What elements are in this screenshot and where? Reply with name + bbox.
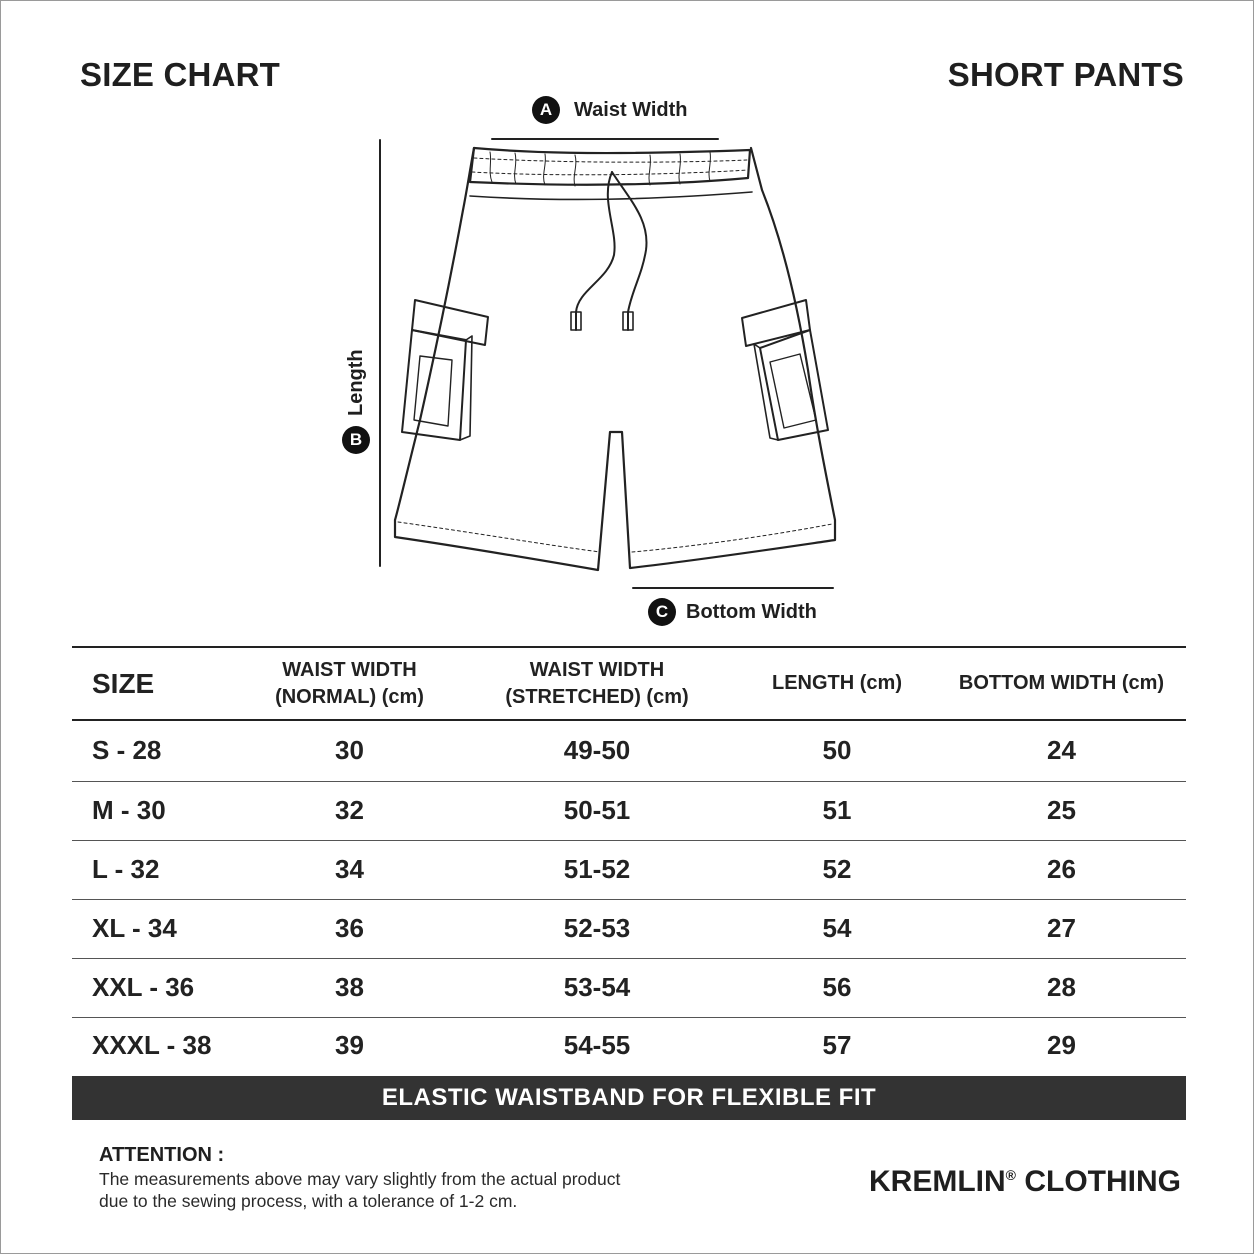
length-cell: 52 [822,854,852,884]
waist-width-label [532,96,688,124]
table-row [72,720,1186,781]
brand-name-suffix: CLOTHING [1016,1165,1181,1198]
length-cell: 57 [822,1029,852,1060]
header-length: LENGTH (cm) [772,672,902,694]
table-row [72,840,1186,899]
size-cell: XL - 34 [92,913,177,943]
right-pocket [760,330,828,440]
waist-stretched-cell: 49-50 [563,735,631,766]
waist-normal-cell: 38 [335,972,364,1002]
length-text: Length [344,349,367,416]
bottom-width-cell: 25 [1047,795,1076,825]
bottom-width-cell: 28 [1047,972,1076,1002]
left-pocket-flap [412,300,488,345]
product-type-title: SHORT PANTS [947,56,1184,93]
size-cell: L - 32 [92,854,160,884]
table-row [72,899,1186,958]
waist-normal-cell: 39 [335,1029,364,1060]
waist-normal-cell: 36 [335,913,364,943]
header-waist-stretched: WAIST WIDTH (STRETCHED) (cm) [505,658,689,708]
table-row [72,958,1186,1017]
waist-normal-cell: 34 [335,854,364,884]
table-row [72,781,1186,840]
size-chart-title: SIZE CHART [80,56,280,93]
bottom-width-text: Bottom Width [686,600,817,623]
length-cell: 51 [822,795,852,825]
waist-stretched-cell: 54-55 [563,1029,631,1060]
waist-normal-cell: 32 [335,795,364,825]
waist-normal-cell: 30 [335,735,364,766]
table-row [72,1017,1186,1073]
bottom-width-cell: 24 [1047,735,1076,766]
length-cell: 56 [822,972,852,1002]
badge-c: C [648,598,676,626]
waist-stretched-cell: 51-52 [563,854,631,884]
waist-stretched-cell: 50-51 [563,795,631,825]
bottom-width-cell: 29 [1047,1029,1076,1060]
badge-b: B [342,426,370,454]
size-cell: M - 30 [92,795,166,825]
brand-name [869,1165,1181,1199]
waist-width-text: Waist Width [574,98,688,121]
table-header-row [72,647,1186,720]
shorts-outline [395,148,835,570]
registered-mark: ® [1005,1167,1016,1183]
size-cell: XXL - 36 [92,972,195,1002]
badge-a: A [532,96,560,124]
header-bottom-width: BOTTOM WIDTH (cm) [958,672,1165,694]
elastic-waistband-banner: ELASTIC WAISTBAND FOR FLEXIBLE FIT [72,1076,1186,1120]
attention-title: ATTENTION : [99,1144,225,1166]
length-cell: 50 [822,735,852,766]
header-waist-normal: WAIST WIDTH (NORMAL) (cm) [275,658,424,708]
attention-text-line: The measurements above may vary slightly from the actual product [99,1169,621,1189]
header-size: SIZE [92,668,155,699]
bottom-width-label [648,598,817,626]
size-cell: S - 28 [92,735,162,766]
bottom-width-cell: 26 [1047,854,1076,884]
attention-text-line: due to the sewing process, with a tolerance of 1-2 cm. [99,1191,518,1211]
bottom-width-cell: 27 [1047,913,1076,943]
size-table [72,646,1186,1073]
length-cell: 54 [822,913,852,943]
waist-stretched-cell: 53-54 [563,972,631,1002]
length-label [342,254,370,454]
brand-name-main: KREMLIN [869,1165,1006,1198]
waist-stretched-cell: 52-53 [563,913,631,943]
size-cell: XXXL - 38 [92,1029,212,1060]
